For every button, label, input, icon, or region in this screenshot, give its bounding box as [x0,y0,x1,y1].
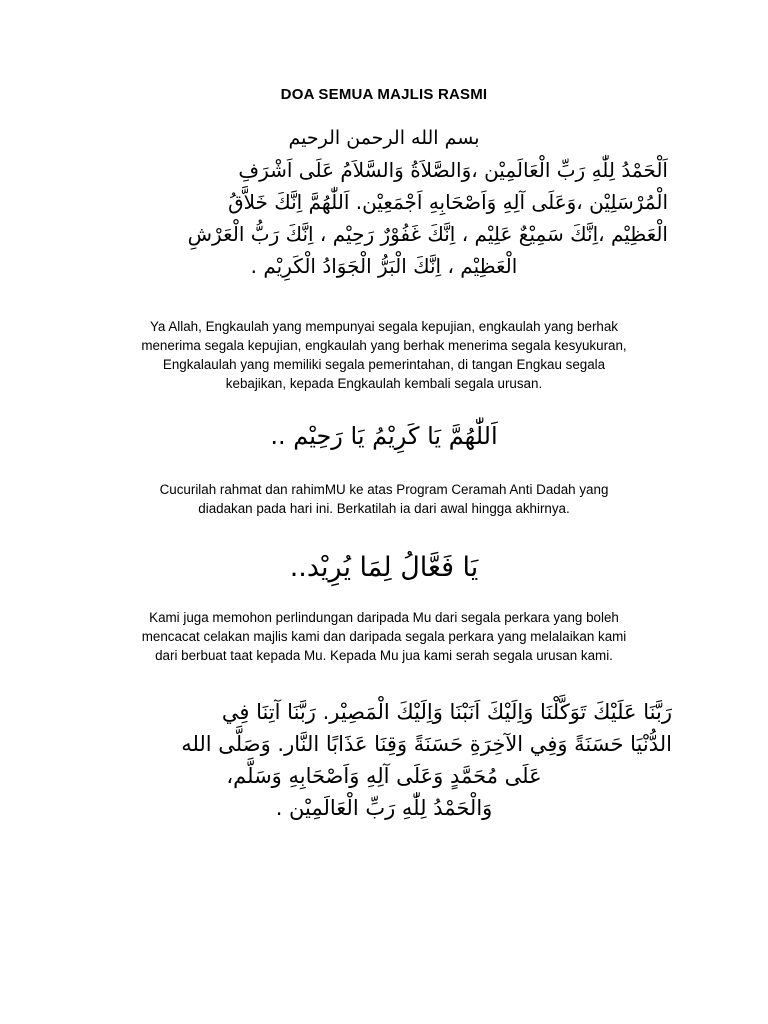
arabic-closing-line: عَلَى مُحَمَّدٍ وَعَلَى آلِهِ وَاَصْحَابِهِ وَسَلَّم، [226,764,542,788]
arabic-opening-line: الْمُرْسَلِيْن ،وَعَلَى آلِهِ وَاَصْحَابِهِ اَجْمَعِيْن. اَللّٰهُمَّ اِنَّكَ خَلاَّقُ [228,190,668,214]
paragraph-line: menerima segala kepujian, engkaulah yang berhak menerima segala kesyukuran, [141,338,627,353]
arabic-closing-prayer [96,696,672,824]
paragraph-line: Kami juga memohon perlindungan daripada Mu dari segala perkara yang boleh [149,610,619,625]
arabic-closing-line: وَالْحَمْدُ لِلّٰهِ رَبِّ الْعَالَمِيْن . [275,796,493,820]
document-title: DOA SEMUA MAJLIS RASMI [280,86,488,103]
arabic-opening-prayer [100,122,668,282]
paragraph-line: Engkalaulah yang memiliki segala pemerintahan, di tangan Engkau segala [162,357,606,372]
arabic-closing-line: رَبَّنَا عَلَيْكَ تَوَكَّلْنَا وَاِلَيْكَ اَنَبْنَا وَاِلَيْكَ الْمَصِيْر. رَبَّنَا آتِنَا فِي [221,700,672,724]
arabic-opening-line: الْعَظِيْم ،اِنَّكَ سَمِيْعٌ عَلِيْم ، اِنَّكَ غَفُوْرٌ رَحِيْم ، اِنَّكَ رَبُّ الْعَرْشِ [187,222,668,246]
paragraph-line: mencacat celakan majlis kami dan daripada segala perkara yang melalaikan kami [141,629,627,644]
arabic-invocation-2: يَا فَعَّالُ لِمَا يُرِيْد.. [289,552,479,583]
translation-paragraph-2 [90,480,678,518]
paragraph-line: kebajikan, kepada Engkaulah kembali segala urusan. [225,376,543,391]
paragraph-line: Cucurilah rahmat dan rahimMU ke atas Program Ceramah Anti Dadah yang [159,482,609,497]
arabic-opening-line: اَلْحَمْدُ لِلّٰهِ رَبِّ الْعَالَمِيْن ،وَالصَّلاَةُ وَالسَّلاَمُ عَلَى اَشْرَفِ [238,158,668,182]
translation-paragraph-3 [90,608,678,665]
paragraph-line: Ya Allah, Engkaulah yang mempunyai segala kepujian, engkaulah yang berhak [149,319,618,334]
arabic-closing-line: الدُّنْيَا حَسَنَةً وَفِي الآخِرَةِ حَسَنَةً وَقِنَا عَذَابًا النَّار. وَصَلَّى الله [181,732,672,756]
paragraph-line: diadakan pada hari ini. Berkatilah ia dari awal hingga akhirnya. [198,501,570,516]
arabic-opening-line: الْعَظِيْم ، اِنَّكَ الْبَرُّ الْجَوَادُ الْكَرِيْم . [250,254,518,278]
arabic-basmalah: بسم الله الرحمن الرحيم [288,127,480,149]
arabic-invocation-1: اَللّٰهُمَّ يَا كَرِيْمُ يَا رَحِيْم .. [270,422,498,450]
translation-paragraph-1 [90,317,678,393]
paragraph-line: dari berbuat taat kepada Mu. Kepada Mu jua kami serah segala urusan kami. [155,648,613,663]
